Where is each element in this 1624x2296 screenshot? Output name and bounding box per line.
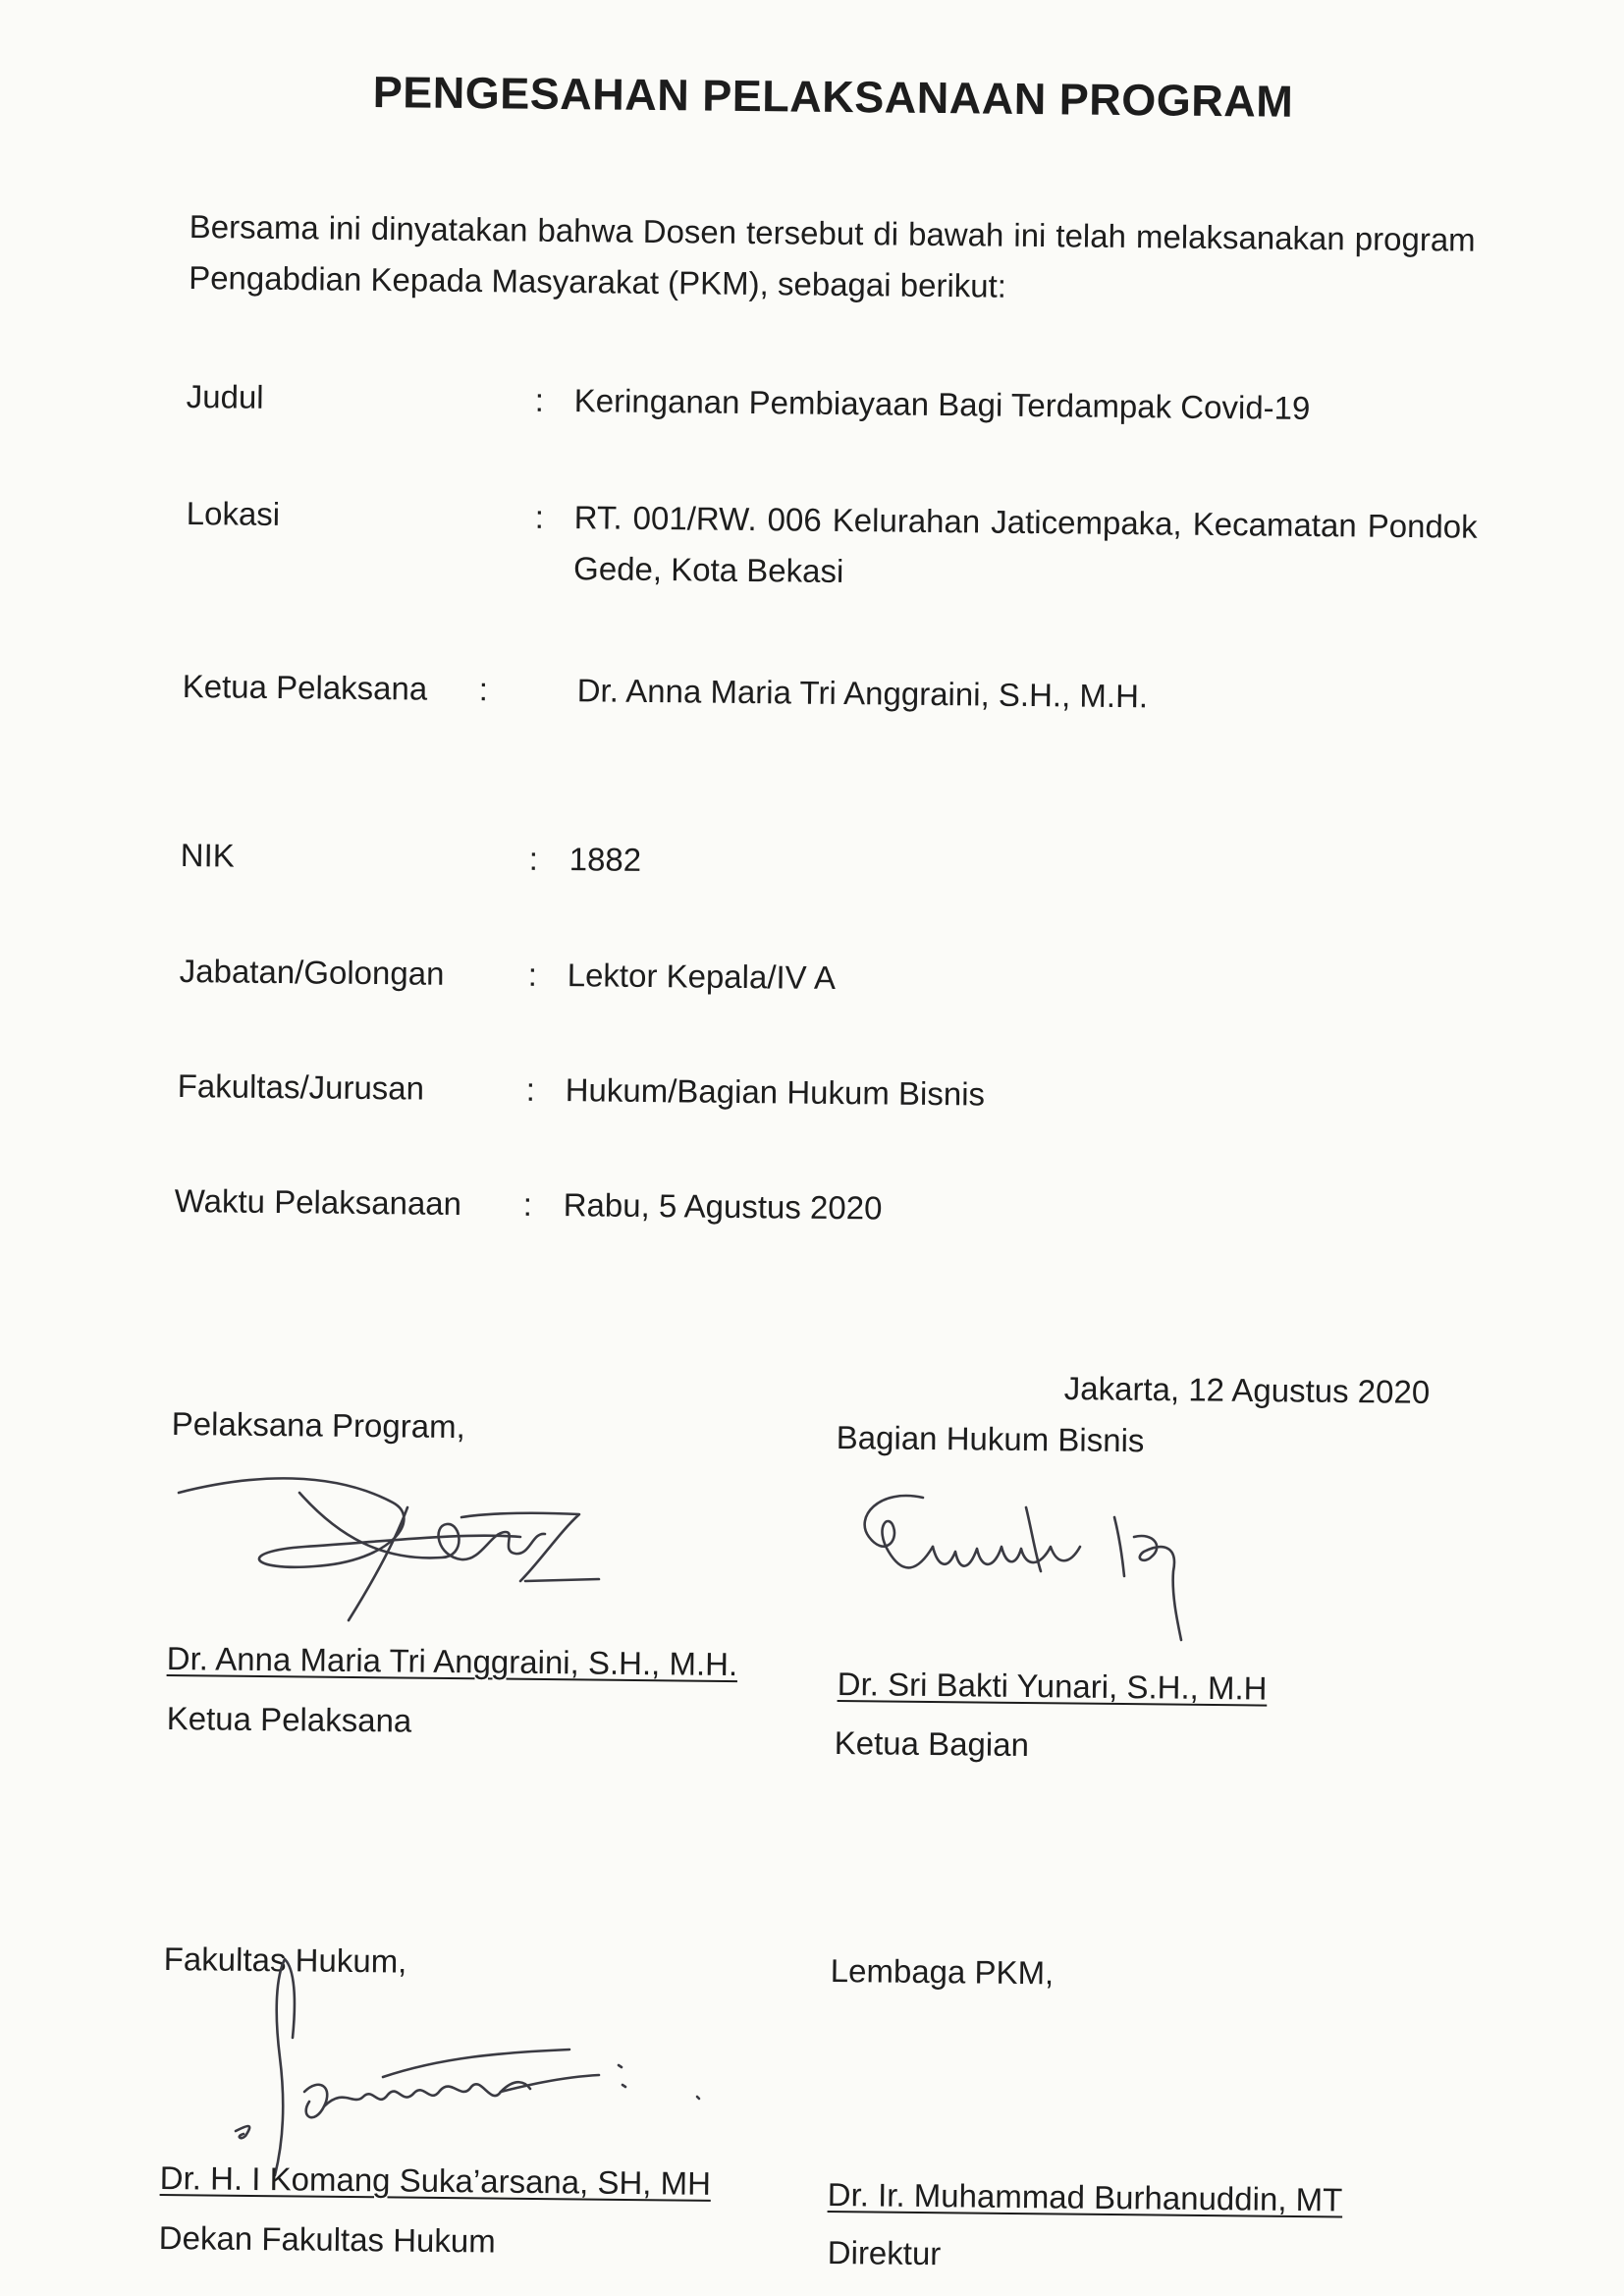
signature-image [187,1940,736,2195]
field-value: Dr. Anna Maria Tri Anggraini, S.H., M.H. [576,672,1149,715]
field-waktu-pelaksanaan [174,1175,1471,1248]
signatory-name: Dr. H. I Komang Suka’arsana, SH, MH [159,2159,712,2202]
signature-image [167,1463,628,1635]
field-label: Judul [186,377,264,415]
signatory-position: Dekan Fakultas Hukum [158,2218,496,2260]
field-value: Rabu, 5 Agustus 2020 [563,1186,883,1227]
place-date: Jakarta, 12 Agustus 2020 [1063,1369,1431,1410]
field-fakultas-jurusan [177,1061,1474,1133]
field-value: Hukum/Bagian Hukum Bisnis [565,1071,986,1113]
field-colon: : [527,956,538,993]
field-value: Keringanan Pembiayaan Bagi Terdampak Covid-19 [573,382,1311,426]
signature-heading: Bagian Hukum Bisnis [836,1418,1145,1459]
signatory-name: Dr. Anna Maria Tri Anggraini, S.H., M.H. [166,1639,738,1683]
field-jabatan-golongan [179,946,1476,1018]
field-label: Fakultas/Jurusan [177,1066,425,1107]
document-title: PENGESAHAN PELAKSANAAN PROGRAM [372,67,1294,127]
field-value: 1882 [568,841,642,878]
signatory-position: Ketua Bagian [834,1723,1030,1764]
field-ketua-pelaksana [182,661,1479,734]
field-colon: : [525,1070,536,1108]
signature-image [839,1478,1262,1665]
field-lokasi [186,488,1483,610]
signatory-position: Ketua Pelaksana [166,1699,412,1739]
signature-heading: Pelaksana Program, [171,1404,465,1446]
signatory-name: Dr. Sri Bakti Yunari, S.H., M.H [837,1665,1268,1707]
field-colon: : [534,381,545,418]
field-colon: : [534,498,545,535]
field-colon: : [522,1185,533,1223]
field-label: Lokasi [186,494,281,532]
field-colon: : [528,840,539,877]
intro-paragraph: Bersama ini dinyatakan bahwa Dosen tersebut di bawah ini telah melaksanakan program Pengabdian Kepada Masyarakat (PKM), sebagai berikut: [188,207,1476,304]
field-judul [186,371,1483,444]
signatory-name: Dr. Ir. Muhammad Burhanuddin, MT [827,2175,1343,2218]
field-label: Jabatan/Golongan [179,952,445,992]
field-value: RT. 001/RW. 006 Kelurahan Jaticempaka, Kecamatan Pondok Gede, Kota Bekasi [572,499,1478,590]
field-label: NIK [180,836,235,874]
field-value: Lektor Kepala/IV A [567,957,837,996]
field-colon: : [478,671,489,708]
field-nik [180,830,1477,902]
field-label: Waktu Pelaksanaan [174,1181,462,1223]
signatory-position: Direktur [827,2233,942,2272]
signature-heading: Lembaga PKM, [830,1951,1055,1992]
field-label: Ketua Pelaksana [182,667,428,707]
signature-heading: Fakultas Hukum, [163,1940,407,1980]
